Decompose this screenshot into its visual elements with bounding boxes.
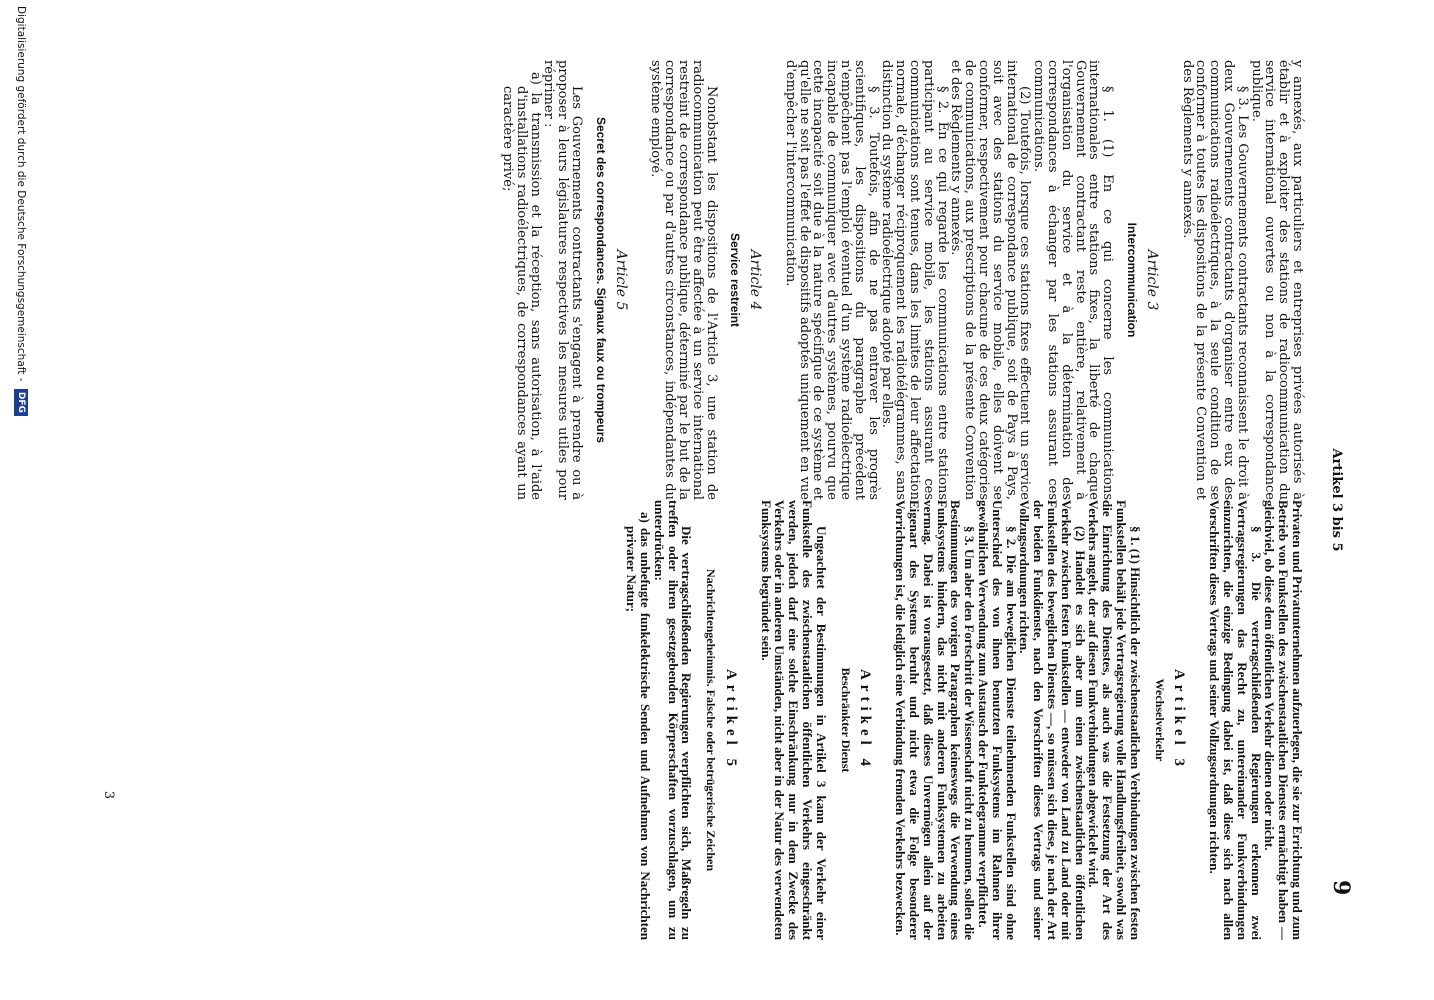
fr-article-4-heading: Article 4 xyxy=(747,249,764,311)
de-article-3-p3: § 2. Die am beweglichen Dienste teilnehmenden Funkstellen sind ohne Unterschied des von ihnen benutzten Funksystems im Rahmen ihrer gewöhnlichen Verwendung zum Austausch der Funktelegramme verpflichtet. xyxy=(976,500,1019,940)
de-article-4-subheading: Beschränkter Dienst xyxy=(838,667,853,773)
fr-article-3-subheading: Intercommunication xyxy=(1125,222,1140,338)
de-intro: Privaten und Privatunternehmen aufzuerlegen, die sie zur Errichtung und zum Betrieb von Funkstellen des zwischenstaatlichen Dienstes ermächtigt haben — gleichviel, ob diese dem öffentlichen Verkehr dienen oder nicht. xyxy=(1262,500,1305,940)
fr-article-4-subheading: Service restreint xyxy=(728,232,743,328)
de-article-4-heading: Artikel 4 xyxy=(857,668,874,772)
german-column xyxy=(624,500,1304,940)
de-article-5-item-a: a) das unbefugte funkelektrische Senden und Aufnehmen von Nachrichten privater Natur; xyxy=(624,512,653,940)
de-article-5-subheading: Nachrichtengeheimnis. Falsche oder betrügerische Zeichen xyxy=(704,568,719,872)
fr-article-3-p3: § 2. En ce qui regarde les communications entre stations participant au service mobile, les stations assurant ces communications sont tenues, dans les limites de leur affectation normale, d'échanger réciproquement les radiotélégrammes, sans distinction du système radioélectrique adopté par elles. xyxy=(879,60,950,500)
dfg-logo: DFG xyxy=(14,389,28,416)
fr-article-5-item-a: a) la transmission et la réception, sans autorisation, à l'aide d'installations radioélectriques, de correspondances ayant un caractère privé; xyxy=(499,72,543,500)
fr-article-4-p1: Nonobstant les dispositions de l'Article 3, une station de radiocommunication peut être affectée à un service international restreint de correspondance publique, déterminé par le but de la correspondance ou par d'autres circonstances, indépendantes du système employé. xyxy=(648,60,719,500)
de-para-3: § 3. Die vertragschließenden Regierungen erkennen zwei Vertragsregierungen das Recht zu, untereinander Funkverbindungen einzurichten, die einzige Bedingung dabei ist, daß diese sich nach allen Vorschriften dieses Vertrags und seiner Vollzugsordnungen richten. xyxy=(1207,500,1264,940)
fr-article-5-subheading: Secret des correspondances. Signaux faux ou trompeurs xyxy=(593,116,608,444)
de-article-3-p2: (2) Handelt es sich aber um einen zwischenstaatlichen öffentlichen Verkehr zwischen festen Funkstellen — entweder von Land zu Land oder mit Funkstellen des beweglichen Dienstes —, so müssen sich diese, je nach der Art der beiden Funkdienste, nach den Vorschriften dieses Vertrags und seiner Vollzugsordnungen richten. xyxy=(1017,500,1088,940)
de-article-5-heading: Artikel 5 xyxy=(722,668,739,772)
de-article-3-p1: § 1. (1) Hinsichtlich der zwischenstaatlichen Verbindungen zwischen festen Funkstellen behält jede Vertragsregierung volle Handlungsfreiheit, sowohl was die Einrichtung des Dienstes, als auch was die Festsetzung der Art des Verkehrs angeht, der auf diesen Funkverbindungen abgewickelt wird. xyxy=(1086,500,1143,940)
de-article-3-p4: § 3. Um aber den Fortschritt der Wissenschaft nicht zu hemmen, sollen die Bestimmungen des vorigen Paragraphen keineswegs die Verwendung eines Funksystems hindern, das nicht mit anderen Funksystemen zu arbeiten vermag. Dabei ist vorausgesetzt, daß dieses Unvermögen allein auf der Eigenart des Systems beruht und nicht etwa die Folge besonderer Vorrichtungen ist, die lediglich eine Verbindung fremden Verkehrs bezwecken. xyxy=(893,500,978,940)
page-number-top: 9 xyxy=(1328,880,1354,896)
fr-article-3-p2: (2) Toutefois, lorsque ces stations fixes effectuent un service international de correspondance publique, soit de Pays à Pays, soit avec des stations du service mobile, elles doivent se conformer, respectivement pour chacune de ces deux catégories de communications, aux prescriptions de la présente Convention et des Règlements y annexés. xyxy=(948,60,1033,500)
de-article-4-p1: Ungeachtet der Bestimmungen in Artikel 3 kann der Verkehr einer Funkstelle des zwischenstaatlichen öffentlichen Verkehrs eingeschränkt werden, jedoch darf eine solche Einschränkung nur in dem Zwecke des Verkehrs oder in anderen Umständen, nicht aber in der Natur des verwendeten Funksystems begründet sein. xyxy=(758,500,829,940)
digitization-credit xyxy=(8,0,34,1000)
de-article-3-heading: Artikel 3 xyxy=(1171,668,1188,772)
fr-article-5-heading: Article 5 xyxy=(612,249,629,311)
fr-article-3-p4: § 3. Toutefois, afin de ne pas entraver les progrès scientifiques, les dispositions du paragraphe précédent n'empêchent pas l'emploi éventuel d'un système radioélectrique incapable de communiquer avec d'autres systèmes, pourvu que cette incapacité soit due à la nature spécifique de ce système et qu'elle ne soit pas l'effet de dispositifs adoptés uniquement en vue d'empêcher l'intercommunication. xyxy=(782,60,881,500)
de-article-3-subheading: Wechselverkehr xyxy=(1152,678,1167,762)
fr-intro: y annexés, aux particuliers et entreprises privées autorisés à établir et à exploiter des stations de radiocommunication du service international ouvertes ou non à la correspondance publique. xyxy=(1248,60,1305,500)
fr-article-3-p1: § 1. (1) En ce qui concerne les communications internationales entre stations fixes, la liberté de chaque Gouvernement contractant reste entière, relativement à l'organisation du service et à la détermination des correspondances à échanger par les stations assurant ces communications. xyxy=(1031,60,1116,500)
french-column xyxy=(500,60,1304,500)
credit-text: Digitalisierung gefördert durch die Deutsche Forschungsgemeinschaft - xyxy=(15,6,27,382)
page-header xyxy=(1314,0,1434,1000)
fr-para-3: § 3. Les Gouvernements contractants reconnaissent le droit à deux Gouvernements contractants d'organiser entre eux des communications radioélectriques, à la seule condition de se conformer à toutes les dispositions de la présente Convention et des Règlements y annexés. xyxy=(1179,60,1250,500)
fr-article-5-p1: Les Gouvernements contractants s'engagent à prendre ou à proposer à leurs législatures respectives les mesures utiles pour réprimer : xyxy=(541,60,584,500)
running-title: Artikel 3 bis 5 xyxy=(1329,448,1344,552)
page-number-bottom: 3 xyxy=(101,790,116,800)
fr-article-3-heading: Article 3 xyxy=(1143,249,1160,311)
de-article-5-p1: Die vertragschließenden Regierungen verpflichten sich, Maßregeln zu treffen oder ihren gesetzgebenden Körperschaften vorzuschlagen, um zu unterdrücken: xyxy=(651,500,695,940)
